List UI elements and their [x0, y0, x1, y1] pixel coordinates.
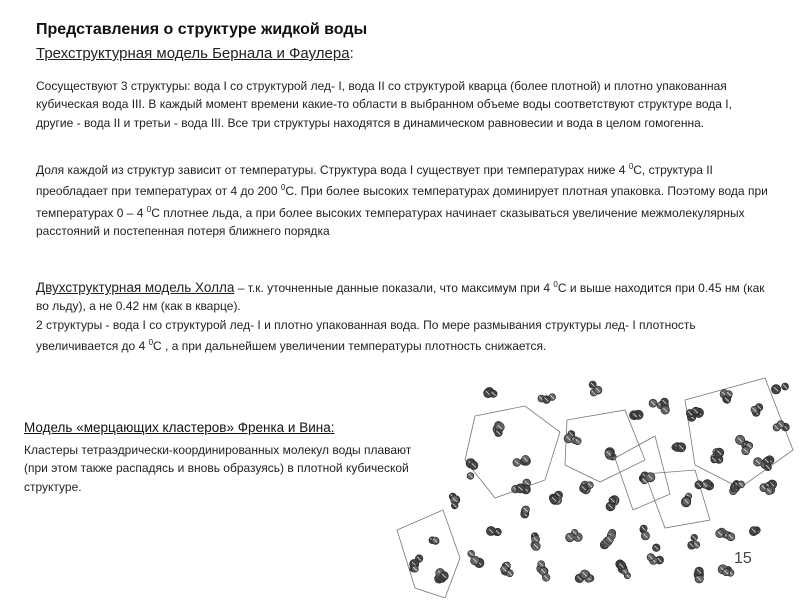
frank-heading: [24, 420, 334, 435]
degree-sup: 0: [148, 337, 154, 347]
frank-heading-colon: :: [330, 420, 335, 435]
page-number: 15: [734, 550, 752, 567]
bernal-p2-c: С. При более высоких температурах доминирует плотная упаковка. Поэтому вода при температурах 0 – 4: [36, 184, 768, 220]
holl-text-b: С и выше находится при 0.45 нм (как во льду), а не 0.42 нм (как в кварце).: [36, 281, 765, 314]
degree-sup: 0: [280, 183, 286, 193]
bernal-heading: [36, 45, 354, 62]
holl-heading: Двухструктурная модель Холла: [36, 280, 235, 295]
degree-sup: 0: [553, 280, 558, 289]
polygon-outline: [465, 406, 560, 498]
holl-text-c: 2 структуры - вода I со структурой лед- I и плотно упакованная вода. По мере размывания структуры лед- I плотность увеличивается до 4: [36, 317, 696, 353]
holl-paragraph: [36, 276, 776, 355]
polygon-outline: [685, 378, 793, 488]
degree-sup: 0: [146, 204, 152, 214]
bernal-paragraph-2: [36, 158, 776, 240]
bernal-heading-text: Трехструктурная модель Бернала и Фаулера: [36, 45, 350, 62]
frank-paragraph: Кластеры тетраэдрически-координированных молекул воды плавают (при этом также распадясь и вновь образуясь) в плотной кубической структуре.: [24, 443, 412, 494]
polygon-outline: [565, 410, 645, 482]
slide-title: Представления о структуре жидкой воды: [36, 21, 368, 38]
holl-text-d: С , а при дальнейшем увеличении температуры плотность снижается.: [153, 338, 547, 353]
degree-sup: 0: [628, 162, 634, 171]
bernal-p2-a: Доля каждой из структур зависит от температуры. Структура вода I существует при температурах ниже 4: [36, 163, 629, 177]
bernal-heading-colon: :: [349, 45, 354, 62]
bernal-p2-d: С плотнее льда, а при более высоких температурах начинает сказываться увеличение межмолекулярных расстояний и постепенная потеря ближнего порядка: [36, 205, 745, 238]
bernal-paragraph-1: Сосуществуют 3 структуры: вода I со структурой лед- I, вода II со структурой кварца (более плотной) и плотно упакованная кубическая вода III. В каждый момент времени какие-то области в выбранном объеме воды соответствуют структуре вода I, другие - вода II и третьи - вода III. Все три структуры находятся в динамическом равновесии и вода в целом гомогенна.: [36, 79, 732, 130]
bernal-p2-b: С, структура II преобладает при температурах от 4 до 200: [36, 163, 713, 199]
frank-heading-text: Модель «мерцающих кластеров» Френка и Вина: [24, 420, 331, 435]
polygon-outline: [397, 510, 460, 598]
holl-text-a: – т.к. уточненные данные показали, что максимум при 4: [234, 281, 554, 295]
